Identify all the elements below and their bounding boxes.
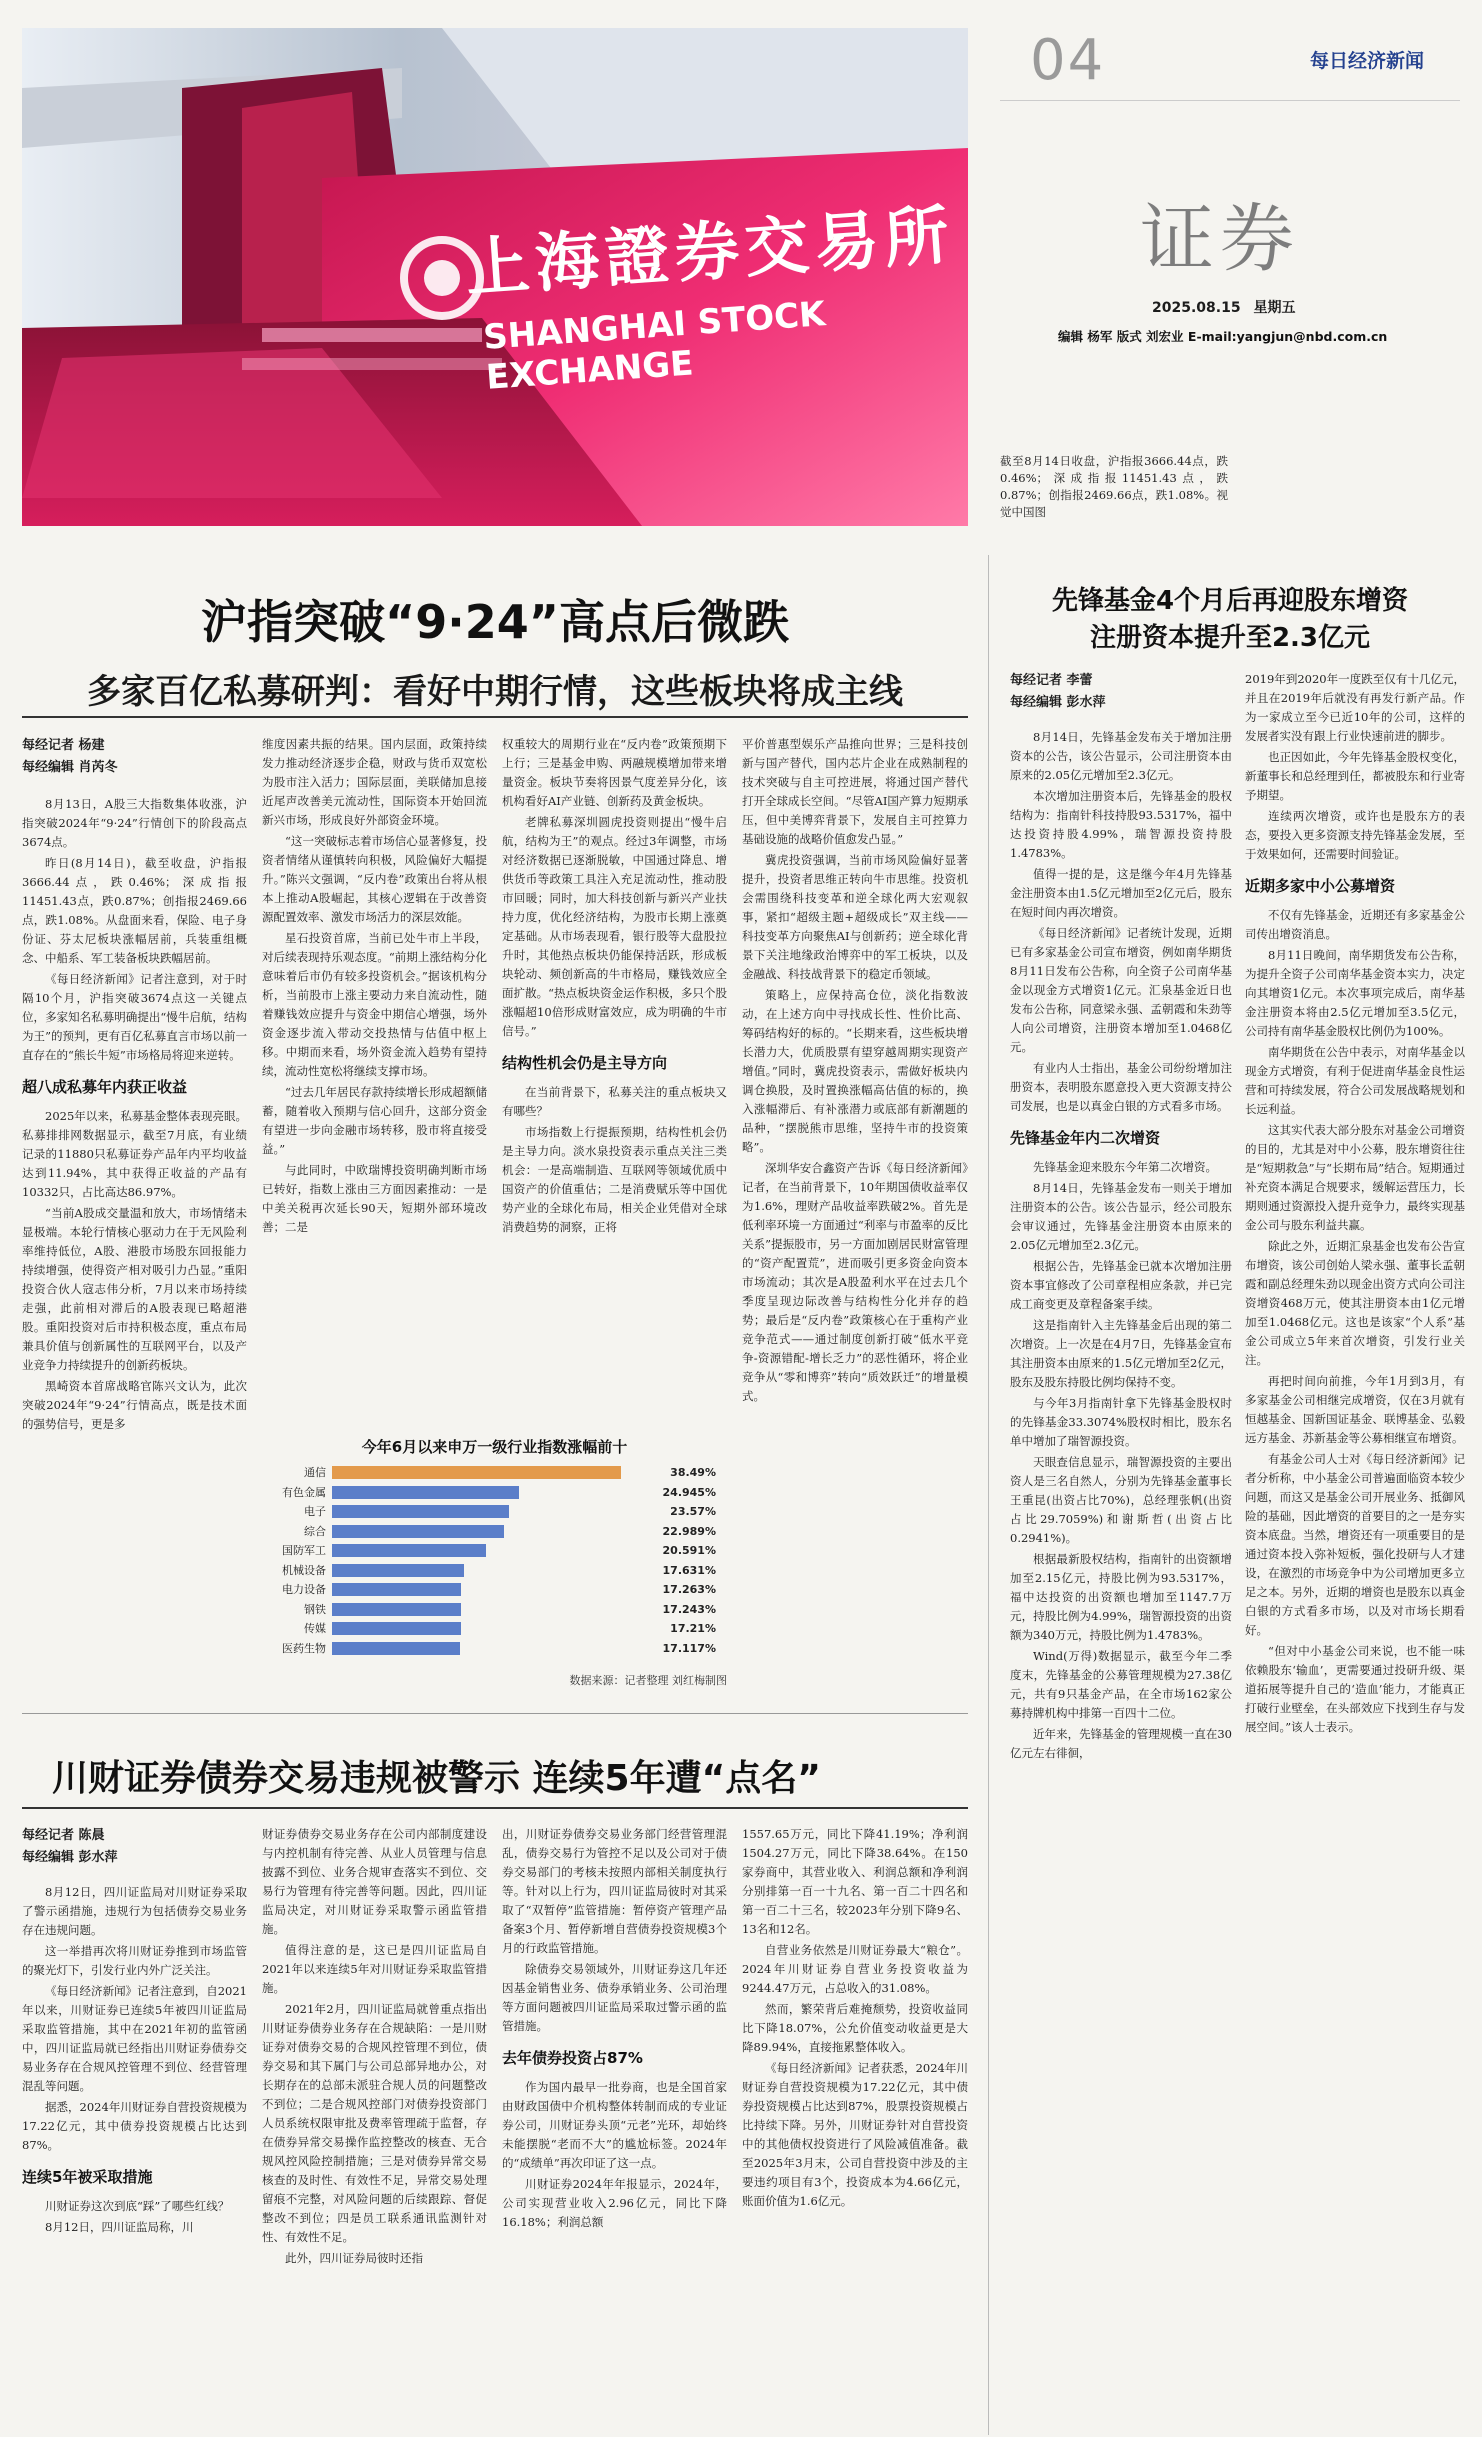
- article-1-title: 沪指突破“9·24”高点后微跌: [201, 595, 789, 649]
- paragraph: 2025年以来，私募基金整体表现亮眼。私募排排网数据显示，截至7月底，有业绩记录的11880只私募证券产品年内平均收益达到11.94%，其中获得正收益的产品有10332只，占比高达86.97%。: [22, 1109, 247, 1199]
- paragraph: 策略上，应保持高仓位，淡化指数波动，在上述方向中寻找成长性、性价比高、筹码结构好的标的。“长期来看，这些板块增长潜力大，优质股票有望穿越周期实现资产增值。”同时，冀虎投资表示，需做好板块内调仓换股，及时置换涨幅高估值的标的，换入涨幅滞后、有补涨潜力或底部有新潮题的品种，“摆脱熊市思维，坚持牛市的投资策略”。: [742, 988, 968, 1154]
- paragraph: 冀虎投资强调，当前市场风险偏好显著提升，投资者思维正转向牛市思维。投资机会需围绕科技变革和逆全球化两大宏观叙事，紧扣“超级主题+超级成长”双主线——科技变革方向聚焦AI与创新药；逆全球化背景下关注地缘政治博弈中的军工板块，以及金融战、科技战背景下的稳定币领域。: [742, 853, 968, 981]
- value-label: 24.945%: [662, 1485, 716, 1499]
- paragraph: 权重较大的周期行业在“反内卷”政策预期下上行；三是基金申购、两融规模增加带来增量资金。板块节奏将因景气度差异分化，该机构看好AI产业链、创新药及黄金板块。: [502, 737, 727, 808]
- paragraph: 黑崎资本首席战略官陈兴文认为，此次突破2024年“9·24”行情高点，既是技术面的强势信号，更是多: [22, 1379, 247, 1431]
- editor-byline: 每经编辑 彭水萍: [22, 1850, 118, 1865]
- bar-row: [262, 1503, 727, 1520]
- article-2-col-2: [1245, 670, 1465, 2425]
- paragraph: Wind(万得)数据显示，截至今年二季度末，先锋基金的公募管理规模为27.38亿元，共有9只基金产品，在全市场162家公募持牌机构中排第一百四十二位。: [1010, 1649, 1232, 1720]
- category-label: 钢铁: [304, 1602, 326, 1616]
- section-heading: 去年债券投资占87%: [502, 2049, 643, 2067]
- bar: [332, 1525, 504, 1538]
- article-3-col-1: [22, 1825, 247, 2425]
- paragraph: 《每日经济新闻》记者注意到，对于时隔10个月，沪指突破3674点这一关键点位，多家知名私募明确提出“慢牛启航，结构为王”的预判，更有百亿私募直言市场以前一直存在的“熊长牛短”市场格局将迎来逆转。: [22, 972, 247, 1062]
- header-rule: [1000, 100, 1460, 101]
- section-heading: 超八成私募年内获正收益: [22, 1078, 188, 1096]
- paragraph: 再把时间向前推，今年1月到3月，有多家基金公司相继完成增资，仅在3月就有恒越基金、国新国证基金、联博基金、弘毅远方基金、苏新基金等公募相继宣布增资。: [1245, 1374, 1465, 1445]
- right-column-rule: [988, 555, 989, 2435]
- article-2-title: 先锋基金4个月后再迎股东增资: [1051, 586, 1409, 616]
- weekday-text: 星期五: [1253, 300, 1296, 316]
- article-2-title-line2: 注册资本提升至2.3亿元: [1089, 623, 1371, 653]
- section-title: 证券: [1140, 196, 1300, 282]
- paragraph: 星石投资首席，当前已处牛市上半段，对后续表现持乐观态度。“前期上涨结构分化意味着后市仍有较多投资机会。”据该机构分析，当前股市上涨主要动力来自流动性，随着赚钱效应提升与资金中期信心增强，场外资金逐步流入带动交投热情与估值中枢上移。中期而来看，场外资金流入趋势有望持续，流动性宽松将继续支撑市场。: [262, 931, 487, 1078]
- paragraph: 这其实代表大部分股东对基金公司增资的目的，尤其是对中小公募，股东增资往往是“短期救急”与“长期布局”结合。短期通过补充资本满足合规要求，缓解运营压力，长期则通过资源投入提升竞争力，最终实现基金公司与股东利益共赢。: [1245, 1123, 1465, 1232]
- paragraph: 8月12日，四川证监局称，川: [45, 2220, 194, 2234]
- editor-line: 编辑 杨军 版式 刘宏业 E-mail:yangjun@nbd.com.cn: [1058, 329, 1388, 344]
- article-3-col-4: [742, 1825, 968, 2425]
- paragraph: 根据公告，先锋基金已就本次增加注册资本事宜修改了公司章程相应条款，并已完成工商变更及章程备案手续。: [1010, 1259, 1232, 1311]
- paragraph: 市场指数上行提振预期，结构性机会仍是主导力向。淡水泉投资表示重点关注三类机会：一是高端制造、互联网等领域优质中国资产的价值重估；二是消费赋乐等中国优势产业的全球化布局，相关企业凭借对全球消费趋势的洞察，正将: [502, 1125, 727, 1234]
- paragraph: 2019年到2020年一度跌至仅有十几亿元，并且在2019年后就没有再发行新产品。作为一家成立至今已近10年的公司，这样的发展者实没有跟上行业快速前进的脚步。: [1245, 672, 1465, 743]
- paragraph: 川财证券2024年年报显示，2024年，公司实现营业收入2.96亿元，同比下降16.18%；利润总额: [502, 2177, 727, 2229]
- paragraph: 8月12日，四川证监局对川财证券采取了警示函措施，违规行为包括债券交易业务存在违规问题。: [22, 1885, 247, 1937]
- value-label: 38.49%: [670, 1466, 716, 1479]
- chart-source: 数据来源：记者整理 刘红梅制图: [569, 1674, 727, 1687]
- paragraph: 这一举措再次将川财证券推到市场监管的聚光灯下，引发行业内外广泛关注。: [22, 1944, 247, 1977]
- paragraph: 《每日经济新闻》记者注意到，自2021年以来，川财证券已连续5年被四川证监局采取监管措施，其中在2021年初的监管函中，四川证监局就已经指出川财证券债券交易业务存在合规风控管理不到位、经营管理混乱等问题。: [22, 1984, 247, 2093]
- paragraph: 然而，繁荣背后难掩颓势，投资收益同比下降18.07%，公允价值变动收益更是大降89.94%，直接拖累整体收入。: [742, 2002, 968, 2054]
- paragraph: 有业内人士指出，基金公司纷纷增加注册资本，表明股东愿意投入更大资源支持公司发展，也是以真金白银的方式看多市场。: [1010, 1061, 1232, 1113]
- value-label: 22.989%: [662, 1524, 716, 1538]
- bar: [332, 1505, 509, 1518]
- paragraph: 《每日经济新闻》记者统计发现，近期已有多家基金公司宣布增资，例如南华期货8月11日发布公告称，向全资子公司南华基金以现金方式增资1亿元。汇泉基金近日也发布公告称，同意梁永强、孟朝霞和朱劲等人向公司增资，注册资本增加至1.0468亿元。: [1010, 926, 1232, 1054]
- paragraph: 出，川财证券债券交易业务部门经营管理混乱，债券交易行为管控不足以及公司对于债券交易部门的考核未按照内部相关制度执行等。针对以上行为，四川证监局彼时对其采取了“双暂停”监管措施：暂停资产管理产品备案3个月、暂停新增自营债券投资规模3个月的行政监管措施。: [502, 1827, 727, 1955]
- reporter-byline: 每经记者 陈晨: [22, 1828, 105, 1843]
- photo-caption: 截至8月14日收盘，沪指报3666.44点，跌0.46%；深成指报11451.43点，跌0.87%；创指报2469.66点，跌1.08%。视觉中国图: [1000, 454, 1228, 519]
- paragraph: 川财证券这次到底“踩”了哪些红线？: [45, 2199, 230, 2213]
- paragraph: 《每日经济新闻》记者获悉，2024年川财证券自营投资规模为17.22亿元，其中债券投资规模占比达到87%，股票投资规模占比持续下降。另外，川财证券针对自营投资中的其他债权投资进行了风险减值准备。截至2025年3月末，公司自营投资中涉及的主要违约项目有3个，投资成本为4.66亿元，账面价值为1.6亿元。: [742, 2061, 968, 2208]
- category-label: 电子: [304, 1505, 326, 1518]
- editor-byline: 每经编辑 彭水萍: [1010, 695, 1106, 710]
- category-label: 国防军工: [282, 1544, 326, 1557]
- paragraph: 根据最新股权结构，指南针的出资额增加至2.15亿元，持股比例为93.5317%，福中达投资的出资额也增加至1147.7万元，持股比例为4.99%，瑞智源投资的出资额为340万元，持股比例为1.4783%。: [1010, 1552, 1232, 1642]
- article-1-col-3: [502, 735, 727, 1430]
- category-label: 有色金属: [282, 1485, 326, 1499]
- paragraph: “这一突破标志着市场信心显著修复，投资者情绪从谨慎转向积极，风险偏好大幅提升。”陈兴文强调，“反内卷”政策出台将从根本上推动A股崛起，其核心逻辑在于改善资源配置效率、激发市场活力的深层效能。: [262, 834, 487, 924]
- date-text: 2025.08.15: [1152, 300, 1241, 316]
- bar-row: [262, 1640, 727, 1657]
- bar: [332, 1486, 519, 1499]
- value-label: 20.591%: [662, 1544, 716, 1557]
- article-1-col-1: [22, 735, 247, 1700]
- paragraph: 财证券债券交易业务存在公司内部制度建设与内控机制有待完善、从业人员管理与信息披露不到位、业务合规审查落实不到位、交易行为管理有待完善等问题。因此，四川证监局决定，对川财证券采取警示函监管措施。: [262, 1827, 487, 1936]
- exchange-photo: [22, 28, 968, 526]
- chart-bars: [262, 1464, 727, 1664]
- category-label: 综合: [304, 1524, 326, 1538]
- bar-row: [262, 1523, 727, 1540]
- paragraph: “过去几年居民存款持续增长形成超额储蓄，随着收入预期与信心回升，这部分资金有望进一步向金融市场转移，股市将直接受益。”: [262, 1085, 487, 1156]
- paragraph: 值得注意的是，这已是四川证监局自2021年以来连续5年对川财证券采取监管措施。: [262, 1943, 487, 1995]
- article-2-col-1: [1010, 670, 1232, 2425]
- bar: [332, 1544, 486, 1557]
- exchange-sign-cn: 上海證券交易所: [462, 197, 958, 307]
- paragraph: 平价普惠型娱乐产品推向世界；三是科技创新与国产替代，国内芯片企业在成熟制程的技术突破与自主可控进展，将通过国产替代打开全球成长空间。“尽管AI国产算力短期承压，但中美博弈背景下，发展自主可控算力基础设施的战略价值愈发凸显。”: [742, 737, 968, 846]
- page-number: 04: [1030, 28, 1106, 93]
- chart-title: 今年6月以来申万一级行业指数涨幅前十: [361, 1438, 628, 1456]
- article-3-col-2: [262, 1825, 487, 2425]
- value-label: 23.57%: [670, 1505, 716, 1518]
- paragraph: 自营业务依然是川财证券最大“粮仓”。2024年川财证券自营业务投资收益为9244.47万元，占总收入的31.08%。: [742, 1943, 968, 1995]
- category-label: 电力设备: [282, 1583, 326, 1596]
- category-label: 医药生物: [282, 1641, 326, 1655]
- bar-row: [262, 1620, 727, 1637]
- paragraph: 不仅有先锋基金，近期还有多家基金公司传出增资消息。: [1245, 908, 1465, 941]
- paragraph: 此外，四川证券局彼时还指: [285, 2251, 423, 2265]
- value-label: 17.21%: [670, 1622, 716, 1635]
- paragraph: 老牌私募深圳圆虎投资则提出“慢牛启航，结构为王”的观点。经过3年调整，市场对经济数据已逐渐脱敏，中国通过降息、增供货币等政策工具注入充足流动性，推动股市回暖；同时，加大科技创新与新兴产业扶持力度，优化经济结构，为股市长期上涨奠定基础。从市场表现看，银行股等大盘股拉升时，其他热点板块仍能保持活跃，形成板块轮动、频创新高的牛市格局，赚钱效应全面扩散。“热点板块资金运作积极，多只个股涨幅超10倍形成财富效应，成为明确的牛市信号。”: [502, 815, 727, 1038]
- category-label: 通信: [304, 1466, 326, 1479]
- article-1-subtitle: 多家百亿私募研判：看好中期行情，这些板块将成主线: [87, 672, 903, 712]
- editor-byline: 每经编辑 肖芮冬: [22, 760, 118, 775]
- section-heading: 先锋基金年内二次增资: [1010, 1129, 1161, 1147]
- paragraph: 除此之外，近期汇泉基金也发布公告宣布增资，该公司创始人梁永强、董事长孟朝霞和副总经理朱劲以现金出资方式向公司注资增资468万元，使其注册资本由1亿元增加至1.0468亿元。这也是该家“个人系”基金公司成立5年来首次增资，引发行业关注。: [1245, 1239, 1465, 1367]
- article-3-title: 川财证券债券交易违规被警示 连续5年遭“点名”: [52, 1758, 821, 1799]
- bar: [332, 1564, 464, 1577]
- exchange-sign-en: SHANGHAI STOCK EXCHANGE: [482, 294, 827, 398]
- section-heading: 近期多家中小公募增资: [1245, 877, 1396, 895]
- paragraph: “但对中小基金公司来说，也不能一味依赖股东‘输血’，更需要通过投研升级、渠道拓展等提升自己的‘造血’能力，才能真正打破行业壁垒，在头部效应下找到生存与发展空间。”该人士表示。: [1245, 1644, 1465, 1734]
- paragraph: 8月14日，先锋基金发布关于增加注册资本的公告，该公告显示，公司注册资本由原来的2.05亿元增加至2.3亿元。: [1010, 730, 1232, 782]
- paragraph: 深圳华安合鑫资产告诉《每日经济新闻》记者，在当前背景下，10年期国债收益率仅为1.6%，理财产品收益率跌破2%。首先是低利率环境一方面通过“利率与市盈率的反比关系”提振股市，另一方面加剧居民财富管理的“资产配置荒”，进而吸引更多资金向资本市场流动；其次是A股盈利水平在过去几个季度呈现边际改善与结构性分化并存的趋势；最后是“反内卷”政策核心在于重构产业竞争范式——通过制度创新打破“低水平竞争-资源错配-增长乏力”的恶性循环，将企业竞争从“零和博弈”转向“质效跃迁”的增量模式。: [742, 1161, 968, 1403]
- paragraph: 天眼查信息显示，瑞智源投资的主要出资人是三名自然人，分别为先锋基金董事长王重昆(出资占比70%)，总经理张帆(出资占比29.7059%)和谢斯哲(出资占比0.2941%)。: [1010, 1455, 1232, 1545]
- paragraph: 在当前背景下，私募关注的重点板块又有哪些？: [502, 1085, 727, 1118]
- page-header: [1000, 28, 1460, 93]
- value-label: 17.243%: [662, 1602, 716, 1616]
- paragraph: 值得一提的是，这是继今年4月先锋基金注册资本由1.5亿元增加至2亿元后，股东在短时间内再次增资。: [1010, 867, 1232, 919]
- industry-chart: [262, 1436, 727, 1700]
- paragraph: 近年来，先锋基金的管理规模一直在30亿元左右徘徊，: [1010, 1727, 1232, 1760]
- category-label: 传媒: [304, 1622, 326, 1635]
- paragraph: 连续两次增资，或许也是股东方的表态，要投入更多资源支持先锋基金发展，至于效果如何，还需要时间验证。: [1245, 809, 1465, 861]
- paragraph: 除债券交易领域外，川财证券这几年还因基金销售业务、债券承销业务、公司治理等方面问题被四川证监局采取过警示函的监管措施。: [502, 1962, 727, 2033]
- article-3-col-3: [502, 1825, 727, 2425]
- paragraph: 本次增加注册资本后，先锋基金的股权结构为：指南针科技持股93.5317%，福中达投资持股4.99%，瑞智源投资持股1.4783%。: [1010, 789, 1232, 860]
- bar-row: [262, 1581, 727, 1598]
- paragraph: 2021年2月，四川证监局就曾重点指出川财证券债券业务存在合规缺陷：一是川财证券对债券交易的合规风控管理不到位，债券交易和其下属门与公司总部异地办公，对长期存在的总部未派驻合规人员的问题整改不到位；二是合规风控部门对债券投资部门人员系统权限审批及费率管理疏于监督，存在债券异常交易操作监控整改的核查、无合规风控风险控制措施；三是对债券异常交易核查的及时性、有效性不足，异常交易处理留痕不完整，对风险问题的后续跟踪、督促整改不到位；四是员工联系通讯监测针对性、有效性不足。: [262, 2002, 487, 2244]
- paragraph: 作为国内最早一批券商，也是全国首家由财政国债中介机构整体转制而成的专业证券公司，川财证券头顶“元老”光环，却始终未能摆脱“老而不大”的尴尬标签。2024年的“成绩单”再次印证了这一点。: [502, 2080, 727, 2170]
- bar: [332, 1466, 621, 1479]
- paragraph: “当前A股成交量温和放大，市场情绪未显极端。本轮行情核心驱动力在于无风险利率维持低位，A股、港股市场股东回报能力持续增强，使得资产相对吸引力凸显。”重阳投资合伙人寇志伟分析，7月以来市场持续走强，此前相对滞后的A股表现已略超港股。重阳投资对后市持积极态度，重点布局兼具价值与创新属性的互联网平台，以及产业竞争力持续提升的创新药板块。: [22, 1206, 247, 1372]
- bar-row: [262, 1464, 727, 1481]
- paragraph: 与今年3月指南针拿下先锋基金股权时的先锋基金33.3074%股权时相比，股东名单中增加了瑞智源投资。: [1010, 1396, 1232, 1448]
- paragraph: 据悉，2024年川财证券自营投资规模为17.22亿元，其中债券投资规模占比达到87%。: [22, 2100, 247, 2152]
- paragraph: 1557.65万元，同比下降41.19%；净利润1504.27万元，同比下降38.64%。在150家券商中，其营业收入、利润总额和净利润分别排第一百一十九名、第一百二十四名和第一百二十三名，较2023年分别下降9名、13名和12名。: [742, 1827, 968, 1936]
- paragraph: 与此同时，中欧瑞博投资明确判断市场已转好，指数上涨由三方面因素推动：一是中美关税再次延长90天，短期外部环境改善；二是: [262, 1163, 487, 1234]
- newspaper-name: 每日经济新闻: [1310, 50, 1425, 72]
- value-label: 17.263%: [662, 1583, 716, 1596]
- bar-row: [262, 1484, 727, 1501]
- article-3-rule: [22, 1807, 968, 1809]
- bar: [332, 1583, 461, 1596]
- paragraph: 先锋基金迎来股东今年第二次增资。: [1033, 1160, 1217, 1174]
- paragraph: 有基金公司人士对《每日经济新闻》记者分析称，中小基金公司普遍面临资本较少问题，而这又是基金公司开展业务、抵御风险的基础，因此增资的首要目的之一是夯实资本底盘。当然，增资还有一项重要目的是通过资本投入弥补短板，强化投研与人才建设，在激烈的市场竞争中为公司增加更多立足之本。另外，近期的增资也是股东以真金白银的方式看多市场，以及对市场长期看好。: [1245, 1452, 1465, 1637]
- paragraph: 南华期货在公告中表示，对南华基金以现金方式增资，有利于促进南华基金良性运营和可持续发展，符合公司发展战略规划和长远利益。: [1245, 1045, 1465, 1116]
- section-heading: 结构性机会仍是主导方向: [502, 1054, 668, 1072]
- paragraph: 维度因素共振的结果。国内层面，政策持续发力推动经济逐步企稳，财政与货币双宽松为股市注入活力；国际层面，美联储加息接近尾声改善美元流动性，国际资本开始回流新兴市场，形成良好外部资金环境。: [262, 737, 487, 827]
- article-3-top-rule: [22, 1713, 968, 1714]
- bar: [332, 1603, 461, 1616]
- bar-row: [262, 1542, 727, 1559]
- section-heading: 连续5年被采取措施: [22, 2168, 153, 2186]
- paragraph: 8月11日晚间，南华期货发布公告称，为提升全资子公司南华基金资本实力，决定向其增资1亿元。本次事项完成后，南华基金注册资本将由2.5亿元增加至3.5亿元，公司持有南华基金股权比例仍为100%。: [1245, 948, 1465, 1038]
- value-label: 17.631%: [662, 1563, 716, 1577]
- paragraph: 昨日(8月14日)，截至收盘，沪指报3666.44点，跌0.46%；深成指报11451.43点，跌0.87%；创指报2469.66点，跌1.08%。从盘面来看，保险、电子身份证、芬太尼板块涨幅居前，兵装重组概念、中船系、军工装备板块跌幅居前。: [22, 856, 247, 965]
- paragraph: 8月14日，先锋基金发布一则关于增加注册资本的公告。该公告显示，经公司股东会审议通过，先锋基金注册资本由原来的2.05亿元增加至2.3亿元。: [1010, 1181, 1232, 1252]
- issue-date: [1152, 297, 1295, 317]
- article-1-col-2: [262, 735, 487, 1430]
- paragraph: 这是指南针入主先锋基金后出现的第二次增资。上一次是在4月7日，先锋基金宣布其注册资本由原来的1.5亿元增加至2亿元，股东及股东持股比例均保持不变。: [1010, 1318, 1232, 1389]
- bar: [332, 1622, 461, 1635]
- category-label: 机械设备: [282, 1563, 326, 1577]
- article-1-col-4: [742, 735, 968, 1700]
- article-1-rule: [22, 716, 968, 718]
- reporter-byline: 每经记者 杨建: [22, 738, 105, 753]
- bar-row: [262, 1601, 727, 1618]
- bar: [332, 1642, 460, 1655]
- paragraph: 也正因如此，今年先锋基金股权变化，新董事长和总经理到任，都被股东和行业寄予期望。: [1245, 750, 1465, 802]
- value-label: 17.117%: [662, 1641, 716, 1655]
- reporter-byline: 每经记者 李蕾: [1010, 673, 1093, 688]
- paragraph: 8月13日，A股三大指数集体收涨，沪指突破2024年“9·24”行情创下的阶段高点3674点。: [22, 797, 247, 849]
- bar-row: [262, 1562, 727, 1579]
